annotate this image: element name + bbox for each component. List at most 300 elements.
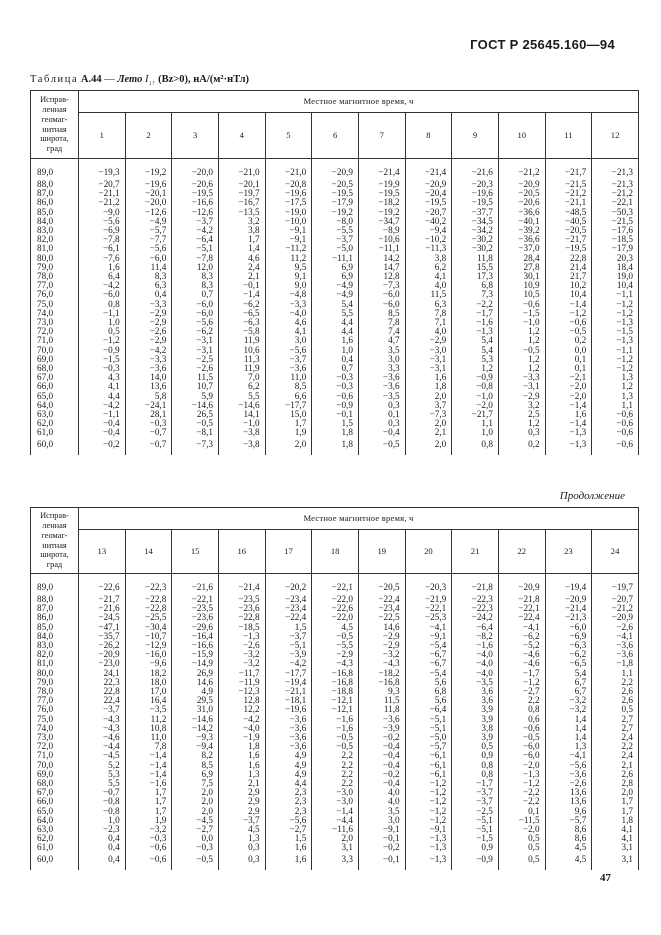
value-cell: 1,8 bbox=[218, 742, 265, 751]
value-cell: 8,3 bbox=[172, 281, 219, 290]
value-cell: −50,3 bbox=[592, 208, 639, 217]
value-cell: 30,1 bbox=[498, 272, 545, 281]
value-cell: −40,2 bbox=[405, 217, 452, 226]
value-cell: 1,7 bbox=[592, 797, 639, 806]
value-cell: 3,2 bbox=[218, 217, 265, 226]
value-cell: −22,8 bbox=[125, 604, 172, 613]
time-header: Местное магнитное время, ч bbox=[79, 91, 639, 113]
value-cell: 2,0 bbox=[312, 834, 359, 843]
value-cell: −23,6 bbox=[218, 604, 265, 613]
value-cell: 0,4 bbox=[79, 834, 126, 843]
caption-condition: (Bz>0), bbox=[158, 74, 191, 85]
value-cell: −2,5 bbox=[452, 807, 499, 816]
value-cell: −3,7 bbox=[265, 632, 312, 641]
value-cell: −6,7 bbox=[405, 650, 452, 659]
value-cell: 2,8 bbox=[592, 779, 639, 788]
value-cell: −3,1 bbox=[405, 355, 452, 364]
value-cell: −9,1 bbox=[265, 226, 312, 235]
value-cell: −17,6 bbox=[592, 226, 639, 235]
value-cell: −3,3 bbox=[125, 300, 172, 309]
value-cell: 7,8 bbox=[125, 742, 172, 751]
value-cell: 1,0 bbox=[79, 318, 126, 327]
value-cell: −3,6 bbox=[358, 373, 405, 382]
table-row bbox=[31, 428, 639, 437]
value-cell: 0,2 bbox=[545, 336, 592, 345]
value-cell: 2,1 bbox=[405, 428, 452, 437]
hour-header: 10 bbox=[498, 113, 545, 159]
value-cell: −17,9 bbox=[312, 198, 359, 207]
value-cell: 4,9 bbox=[172, 687, 219, 696]
value-cell: 4,4 bbox=[312, 318, 359, 327]
value-cell: −30,4 bbox=[125, 623, 172, 632]
hour-header: 17 bbox=[265, 530, 312, 574]
value-cell: −5,1 bbox=[172, 244, 219, 253]
value-cell: −11,3 bbox=[405, 244, 452, 253]
value-cell: 0,7 bbox=[312, 364, 359, 373]
hour-header: 15 bbox=[172, 530, 219, 574]
value-cell: 10,4 bbox=[545, 290, 592, 299]
value-cell: −19,6 bbox=[265, 705, 312, 714]
value-cell: 2,0 bbox=[405, 392, 452, 401]
value-cell: 2,0 bbox=[172, 807, 219, 816]
value-cell: −3,7 bbox=[265, 355, 312, 364]
value-cell: −22,1 bbox=[592, 198, 639, 207]
value-cell: −1,6 bbox=[125, 779, 172, 788]
value-cell: 4,4 bbox=[312, 327, 359, 336]
value-cell: 2,7 bbox=[592, 724, 639, 733]
value-cell: −1,2 bbox=[592, 309, 639, 318]
latitude-cell: 72,0 bbox=[31, 327, 79, 336]
value-cell: −0,6 bbox=[592, 428, 639, 437]
value-cell: −2,9 bbox=[358, 632, 405, 641]
value-cell: 2,2 bbox=[312, 761, 359, 770]
value-cell: 0,5 bbox=[498, 853, 545, 870]
stub-header: Исправ-ленная геомаг-нитная широта, град bbox=[31, 91, 79, 159]
value-cell: −19,6 bbox=[125, 180, 172, 189]
value-cell: −4,9 bbox=[312, 281, 359, 290]
value-cell: 9,0 bbox=[265, 281, 312, 290]
table-row bbox=[31, 687, 639, 696]
value-cell: −5,6 bbox=[265, 816, 312, 825]
value-cell: −6,0 bbox=[172, 309, 219, 318]
table-row bbox=[31, 392, 639, 401]
page-number: 47 bbox=[600, 872, 611, 884]
value-cell: 13,6 bbox=[545, 788, 592, 797]
table-row bbox=[31, 853, 639, 870]
value-cell: 0,8 bbox=[452, 770, 499, 779]
data-table-1 bbox=[30, 90, 639, 455]
value-cell: 1,4 bbox=[218, 244, 265, 253]
value-cell: 0,5 bbox=[592, 705, 639, 714]
value-cell: −4,3 bbox=[312, 659, 359, 668]
value-cell: 22,4 bbox=[79, 696, 126, 705]
value-cell: −21,4 bbox=[545, 604, 592, 613]
value-cell: 2,0 bbox=[265, 438, 312, 455]
value-cell: −0,6 bbox=[125, 843, 172, 852]
value-cell: −2,6 bbox=[125, 327, 172, 336]
value-cell: −1,1 bbox=[79, 309, 126, 318]
value-cell: −1,0 bbox=[498, 318, 545, 327]
hour-header-row bbox=[31, 113, 639, 159]
value-cell: −2,5 bbox=[172, 355, 219, 364]
value-cell: −20,1 bbox=[218, 180, 265, 189]
value-cell: −1,2 bbox=[405, 797, 452, 806]
value-cell: −21,2 bbox=[498, 159, 545, 181]
value-cell: −34,7 bbox=[358, 217, 405, 226]
value-cell: 1,1 bbox=[452, 419, 499, 428]
value-cell: −6,3 bbox=[218, 318, 265, 327]
value-cell: −9,4 bbox=[172, 742, 219, 751]
value-cell: −0,9 bbox=[312, 401, 359, 410]
value-cell: −20,9 bbox=[79, 650, 126, 659]
value-cell: −21,4 bbox=[218, 574, 265, 596]
value-cell: −1,2 bbox=[405, 779, 452, 788]
value-cell: −3,6 bbox=[265, 715, 312, 724]
table-row bbox=[31, 751, 639, 760]
value-cell: −23,4 bbox=[358, 604, 405, 613]
value-cell: 5,4 bbox=[452, 336, 499, 345]
value-cell: 10,2 bbox=[545, 281, 592, 290]
value-cell: 2,1 bbox=[218, 779, 265, 788]
value-cell: −5,6 bbox=[172, 318, 219, 327]
value-cell: −24,5 bbox=[79, 613, 126, 622]
value-cell: 16,4 bbox=[125, 696, 172, 705]
value-cell: −4,9 bbox=[125, 217, 172, 226]
latitude-cell: 66,0 bbox=[31, 382, 79, 391]
value-cell: 0,3 bbox=[358, 419, 405, 428]
table-row bbox=[31, 659, 639, 668]
value-cell: −21,2 bbox=[79, 198, 126, 207]
value-cell: −3,7 bbox=[452, 797, 499, 806]
latitude-cell: 76,0 bbox=[31, 290, 79, 299]
value-cell: −4,6 bbox=[79, 733, 126, 742]
value-cell: −2,7 bbox=[265, 825, 312, 834]
value-cell: −37,0 bbox=[498, 244, 545, 253]
value-cell: −19,9 bbox=[358, 180, 405, 189]
value-cell: 0,8 bbox=[452, 761, 499, 770]
value-cell: −23,6 bbox=[172, 613, 219, 622]
value-cell: 0,3 bbox=[218, 843, 265, 852]
value-cell: 5,2 bbox=[79, 761, 126, 770]
table-row bbox=[31, 373, 639, 382]
value-cell: −5,4 bbox=[405, 669, 452, 678]
value-cell: −1,3 bbox=[405, 853, 452, 870]
value-cell: −19,3 bbox=[79, 159, 126, 181]
value-cell: −21,5 bbox=[545, 180, 592, 189]
value-cell: −2,9 bbox=[125, 309, 172, 318]
value-cell: −20,1 bbox=[125, 189, 172, 198]
value-cell: 2,5 bbox=[498, 410, 545, 419]
latitude-cell: 82,0 bbox=[31, 235, 79, 244]
hour-header: 23 bbox=[545, 530, 592, 574]
value-cell: 7,4 bbox=[358, 327, 405, 336]
value-cell: −8,9 bbox=[358, 226, 405, 235]
value-cell: 22,8 bbox=[79, 687, 126, 696]
value-cell: 1,2 bbox=[498, 364, 545, 373]
value-cell: −20,9 bbox=[312, 159, 359, 181]
value-cell: −16,0 bbox=[125, 650, 172, 659]
value-cell: 24,1 bbox=[79, 669, 126, 678]
value-cell: 11,2 bbox=[265, 254, 312, 263]
value-cell: −4,2 bbox=[172, 226, 219, 235]
value-cell: −14,6 bbox=[172, 715, 219, 724]
value-cell: −20,6 bbox=[172, 180, 219, 189]
value-cell: 3,1 bbox=[592, 843, 639, 852]
value-cell: −1,4 bbox=[312, 807, 359, 816]
value-cell: 1,5 bbox=[312, 419, 359, 428]
value-cell: −21,3 bbox=[592, 159, 639, 181]
value-cell: −0,7 bbox=[79, 788, 126, 797]
value-cell: 0,9 bbox=[452, 843, 499, 852]
table-row bbox=[31, 761, 639, 770]
value-cell: −0,6 bbox=[592, 438, 639, 455]
value-cell: −6,0 bbox=[125, 254, 172, 263]
value-cell: 2,9 bbox=[218, 797, 265, 806]
value-cell: −1,2 bbox=[405, 788, 452, 797]
value-cell: −0,4 bbox=[358, 779, 405, 788]
value-cell: 3,0 bbox=[358, 355, 405, 364]
value-cell: −2,6 bbox=[592, 623, 639, 632]
value-cell: −1,2 bbox=[498, 779, 545, 788]
value-cell: 1,1 bbox=[592, 669, 639, 678]
value-cell: −4,1 bbox=[405, 623, 452, 632]
value-cell: −6,0 bbox=[498, 751, 545, 760]
value-cell: 19,0 bbox=[592, 272, 639, 281]
value-cell: −1,3 bbox=[405, 843, 452, 852]
value-cell: −0,6 bbox=[125, 853, 172, 870]
value-cell: 0,9 bbox=[452, 751, 499, 760]
value-cell: −1,4 bbox=[125, 761, 172, 770]
value-cell: −4,6 bbox=[498, 659, 545, 668]
value-cell: −17,7 bbox=[265, 401, 312, 410]
caption-label: Таблица bbox=[30, 74, 79, 85]
value-cell: −16,8 bbox=[312, 678, 359, 687]
value-cell: −0,9 bbox=[452, 853, 499, 870]
value-cell: −21,2 bbox=[545, 189, 592, 198]
value-cell: −19,2 bbox=[358, 208, 405, 217]
hour-header: 1 bbox=[79, 113, 126, 159]
value-cell: 8,3 bbox=[172, 272, 219, 281]
hour-header: 22 bbox=[498, 530, 545, 574]
value-cell: −3,6 bbox=[265, 724, 312, 733]
value-cell: −0,3 bbox=[125, 419, 172, 428]
value-cell: −21,2 bbox=[592, 189, 639, 198]
value-cell: −1,3 bbox=[592, 336, 639, 345]
value-cell: −8,1 bbox=[172, 428, 219, 437]
value-cell: −1,7 bbox=[452, 779, 499, 788]
value-cell: −0,4 bbox=[358, 742, 405, 751]
value-cell: −0,5 bbox=[312, 632, 359, 641]
value-cell: 2,9 bbox=[218, 788, 265, 797]
value-cell: 4,0 bbox=[405, 327, 452, 336]
value-cell: 1,8 bbox=[405, 382, 452, 391]
value-cell: 1,0 bbox=[79, 816, 126, 825]
standard-code: ГОСТ Р 25645.160—94 bbox=[470, 37, 615, 52]
value-cell: 0,4 bbox=[79, 843, 126, 852]
value-cell: 1,6 bbox=[312, 336, 359, 345]
hour-header: 2 bbox=[125, 113, 172, 159]
value-cell: −0,3 bbox=[172, 843, 219, 852]
value-cell: −20,4 bbox=[405, 189, 452, 198]
value-cell: −3,6 bbox=[265, 364, 312, 373]
value-cell: 1,6 bbox=[405, 373, 452, 382]
table-row bbox=[31, 705, 639, 714]
value-cell: −20,5 bbox=[498, 189, 545, 198]
value-cell: −21,1 bbox=[545, 198, 592, 207]
value-cell: −9,4 bbox=[405, 226, 452, 235]
value-cell: −1,3 bbox=[452, 327, 499, 336]
value-cell: 4,1 bbox=[592, 834, 639, 843]
value-cell: −4,3 bbox=[79, 715, 126, 724]
value-cell: 2,0 bbox=[405, 419, 452, 428]
value-cell: −10,7 bbox=[125, 632, 172, 641]
value-cell: 14,1 bbox=[218, 410, 265, 419]
value-cell: 0,1 bbox=[358, 410, 405, 419]
table-row bbox=[31, 595, 639, 604]
value-cell: 1,6 bbox=[265, 843, 312, 852]
value-cell: −2,2 bbox=[498, 797, 545, 806]
latitude-cell: 81,0 bbox=[31, 244, 79, 253]
value-cell: −0,4 bbox=[358, 761, 405, 770]
value-cell: −19,2 bbox=[312, 208, 359, 217]
value-cell: −19,4 bbox=[265, 678, 312, 687]
value-cell: −18,8 bbox=[312, 687, 359, 696]
value-cell: −1,4 bbox=[545, 401, 592, 410]
table-body bbox=[31, 159, 639, 455]
value-cell: 31,0 bbox=[172, 705, 219, 714]
value-cell: −22,0 bbox=[312, 595, 359, 604]
table-row bbox=[31, 272, 639, 281]
value-cell: 3,1 bbox=[592, 853, 639, 870]
value-cell: −0,5 bbox=[312, 733, 359, 742]
table-row bbox=[31, 401, 639, 410]
value-cell: 1,8 bbox=[592, 816, 639, 825]
value-cell: 2,9 bbox=[218, 807, 265, 816]
value-cell: −21,2 bbox=[592, 604, 639, 613]
value-cell: −6,5 bbox=[218, 309, 265, 318]
caption-symbol: I bbox=[144, 74, 149, 85]
latitude-cell: 71,0 bbox=[31, 336, 79, 345]
value-cell: 2,6 bbox=[592, 696, 639, 705]
value-cell: −20,9 bbox=[498, 180, 545, 189]
value-cell: −6,1 bbox=[405, 770, 452, 779]
value-cell: −5,1 bbox=[265, 641, 312, 650]
value-cell: 14,7 bbox=[358, 263, 405, 272]
value-cell: −22,8 bbox=[218, 613, 265, 622]
value-cell: −4,2 bbox=[218, 715, 265, 724]
value-cell: 1,0 bbox=[452, 428, 499, 437]
latitude-cell: 87,0 bbox=[31, 604, 79, 613]
value-cell: 18,2 bbox=[125, 669, 172, 678]
latitude-cell: 81,0 bbox=[31, 659, 79, 668]
value-cell: −17,9 bbox=[592, 244, 639, 253]
latitude-cell: 64,0 bbox=[31, 816, 79, 825]
value-cell: −4,0 bbox=[265, 309, 312, 318]
latitude-cell: 74,0 bbox=[31, 724, 79, 733]
value-cell: −5,1 bbox=[405, 724, 452, 733]
value-cell: −19,6 bbox=[265, 189, 312, 198]
value-cell: −3,7 bbox=[218, 816, 265, 825]
value-cell: −21,1 bbox=[265, 687, 312, 696]
value-cell: 1,4 bbox=[545, 733, 592, 742]
value-cell: −3,1 bbox=[172, 346, 219, 355]
table-row bbox=[31, 742, 639, 751]
value-cell: −30,2 bbox=[452, 235, 499, 244]
value-cell: −36,6 bbox=[498, 208, 545, 217]
value-cell: −2,3 bbox=[79, 825, 126, 834]
value-cell: −16,8 bbox=[312, 669, 359, 678]
table-row bbox=[31, 641, 639, 650]
value-cell: −5,1 bbox=[405, 715, 452, 724]
value-cell: −20,9 bbox=[592, 613, 639, 622]
value-cell: 28,1 bbox=[125, 410, 172, 419]
value-cell: −8,2 bbox=[452, 632, 499, 641]
value-cell: −19,5 bbox=[172, 189, 219, 198]
value-cell: −0,5 bbox=[172, 853, 219, 870]
value-cell: −4,6 bbox=[498, 650, 545, 659]
value-cell: 2,2 bbox=[592, 742, 639, 751]
table-row bbox=[31, 604, 639, 613]
value-cell: −21,6 bbox=[172, 574, 219, 596]
value-cell: −25,5 bbox=[125, 613, 172, 622]
value-cell: −20,6 bbox=[498, 198, 545, 207]
table-row bbox=[31, 355, 639, 364]
table-row bbox=[31, 300, 639, 309]
value-cell: 6,3 bbox=[125, 281, 172, 290]
value-cell: −1,5 bbox=[592, 327, 639, 336]
value-cell: −23,5 bbox=[172, 604, 219, 613]
value-cell: 1,7 bbox=[125, 788, 172, 797]
table-row bbox=[31, 235, 639, 244]
value-cell: −1,6 bbox=[312, 715, 359, 724]
value-cell: −22,0 bbox=[312, 613, 359, 622]
value-cell: −20,7 bbox=[79, 180, 126, 189]
table-row bbox=[31, 779, 639, 788]
value-cell: 3,0 bbox=[358, 816, 405, 825]
value-cell: 4,3 bbox=[79, 373, 126, 382]
value-cell: 6,8 bbox=[405, 687, 452, 696]
value-cell: −34,2 bbox=[452, 226, 499, 235]
table-row bbox=[31, 226, 639, 235]
value-cell: 3,8 bbox=[405, 254, 452, 263]
value-cell: 22,3 bbox=[79, 678, 126, 687]
value-cell: 0,3 bbox=[498, 428, 545, 437]
value-cell: 7,0 bbox=[218, 373, 265, 382]
latitude-cell: 67,0 bbox=[31, 788, 79, 797]
value-cell: 5,3 bbox=[452, 355, 499, 364]
hour-header: 4 bbox=[218, 113, 265, 159]
value-cell: 0,1 bbox=[545, 364, 592, 373]
value-cell: −21,6 bbox=[452, 159, 499, 181]
value-cell: −9,1 bbox=[405, 825, 452, 834]
value-cell: −20,7 bbox=[592, 595, 639, 604]
value-cell: −0,5 bbox=[358, 438, 405, 455]
value-cell: 0,5 bbox=[79, 327, 126, 336]
value-cell: −1,3 bbox=[498, 770, 545, 779]
value-cell: −0,2 bbox=[358, 733, 405, 742]
value-cell: −0,4 bbox=[358, 751, 405, 760]
value-cell: −11,2 bbox=[265, 244, 312, 253]
value-cell: −37,7 bbox=[452, 208, 499, 217]
value-cell: −1,4 bbox=[218, 290, 265, 299]
value-cell: −16,4 bbox=[172, 632, 219, 641]
value-cell: −5,1 bbox=[452, 825, 499, 834]
value-cell: −1,5 bbox=[498, 309, 545, 318]
value-cell: −0,5 bbox=[498, 733, 545, 742]
table-row bbox=[31, 733, 639, 742]
latitude-cell: 62,0 bbox=[31, 834, 79, 843]
value-cell: −10,0 bbox=[265, 217, 312, 226]
